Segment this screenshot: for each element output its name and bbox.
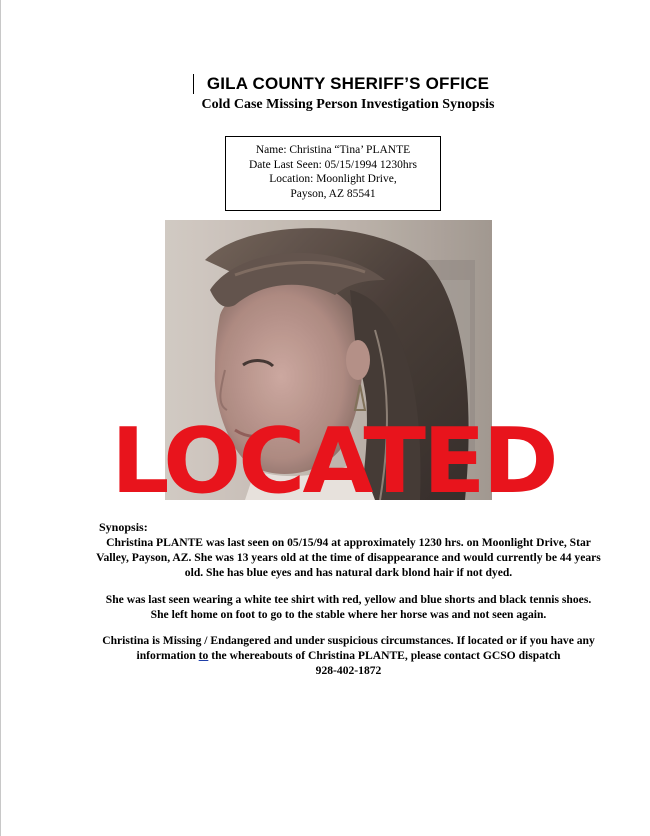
- synopsis-paragraph-1: Christina PLANTE was last seen on 05/15/94 at approximately 1230 hrs. on Moonlight Drive, Star Valley, Payson, AZ. She was 13 years old at the time of disappearance and would currently be 44 years old. She has blue eyes and has natural dark blond hair if not dyed.: [96, 536, 601, 579]
- info-name: Name: Christina “Tina’ PLANTE: [255, 144, 411, 156]
- paragraph-3-text-start: Christina is Missing / Endangered and under suspicious circumstances. If located or if you have any information: [102, 634, 595, 662]
- paragraph-3-text-end: the whereabouts of Christina PLANTE, please contact GCSO dispatch: [208, 649, 561, 662]
- synopsis-paragraph-3: [96, 633, 601, 678]
- underlined-word-to: to: [198, 649, 209, 662]
- info-location-line1: Location: Moonlight Drive,: [269, 173, 397, 185]
- synopsis-paragraph-2: She was last seen wearing a white tee shirt with red, yellow and blue shorts and black tennis shoes. She left home on foot to go to the stable where her horse was and not seen again.: [105, 593, 592, 621]
- page-subtitle: Cold Case Missing Person Investigation Synopsis: [201, 97, 495, 112]
- missing-person-info-box: [225, 136, 441, 211]
- info-date-last-seen: Date Last Seen: 05/15/1994 1230hrs: [248, 158, 417, 171]
- synopsis-label: Synopsis:: [99, 520, 148, 534]
- info-location-line2: Payson, AZ 85541: [290, 187, 376, 200]
- located-stamp: LOCATED: [111, 409, 556, 514]
- page-title: GILA COUNTY SHERIFF’S OFFICE: [206, 74, 490, 93]
- dispatch-phone-number: 928-402-1872: [315, 664, 382, 677]
